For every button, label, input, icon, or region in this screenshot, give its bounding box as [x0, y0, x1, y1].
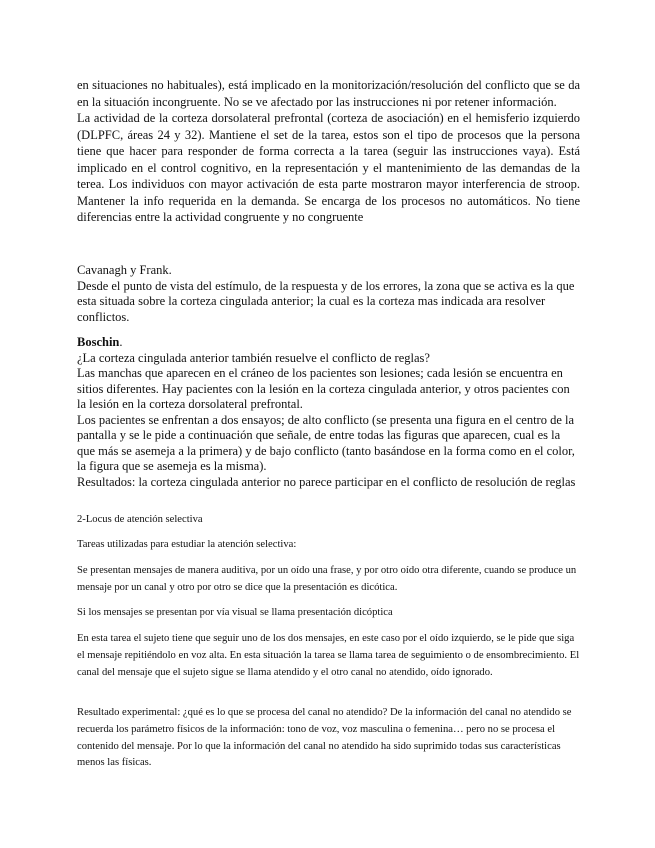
- experimental-result-block: [77, 705, 580, 772]
- section-title-selective-attention: [77, 512, 580, 529]
- tasks-intro: Tareas utilizadas para estudiar la atención selectiva:: [77, 539, 297, 550]
- tasks-intro-block: [77, 537, 580, 554]
- paragraph-acc-monitoring: en situaciones no habituales), está implicado en la monitorización/resolución del conflicto que se da en la situación incongruente. No se ve afectado por las instrucciones ni por retener información.: [77, 78, 580, 109]
- dichotic-paragraph: Se presentan mensajes de manera auditiva, por un oído una frase, y por otro oído otra diferente, cuando se produce un mensaje por un canal y otro por otro se dice que la presentación es dicótica.: [77, 565, 577, 593]
- dichoptic-block: [77, 605, 580, 622]
- section-boschin: [77, 335, 580, 490]
- boschin-trials: Los pacientes se enfrentan a dos ensayos; de alto conflicto (se presenta una figura en el centro de la pantalla y se le pide a continuación que señale, de entre todas las figuras que aparecen, cual es la que más se asemeja a la primera) y de bajo conflicto (tanto basándose en la forma como en el color, la figura que se asemeja es la misma).: [77, 412, 575, 473]
- cavanagh-heading: Cavanagh y Frank.: [77, 263, 172, 277]
- section-stroop-areas: [77, 77, 580, 226]
- section-title: 2-Locus de atención selectiva: [77, 514, 203, 525]
- shadowing-paragraph: En esta tarea el sujeto tiene que seguir uno de los dos mensajes, en este caso por el oído izquierdo, se le pide que siga el mensaje repitiéndolo en voz alta. En esta situación la tarea se llama tarea de seguimiento o de ensombrecimiento. El canal del mensaje que el sujeto sigue se llama atendido y el otro canal no atendido, oído ignorado.: [77, 633, 580, 678]
- dichoptic-paragraph: Si los mensajes se presentan por vía visual se llama presentación dicóptica: [77, 607, 393, 618]
- boschin-heading: [77, 335, 580, 351]
- cavanagh-body: Desde el punto de vista del estímulo, de la respuesta y de los errores, la zona que se activa es la que esta situada sobre la corteza cingulada anterior; la cual es la corteza mas indicada ara resolver conflictos.: [77, 278, 575, 324]
- boschin-heading-name: Boschin: [77, 335, 120, 349]
- boschin-heading-period: .: [119, 335, 123, 349]
- dichotic-block: [77, 563, 580, 597]
- boschin-results: Resultados: la corteza cingulada anterior no parece participar en el conflicto de resolución de reglas: [77, 474, 576, 489]
- experimental-result-paragraph: Resultado experimental: ¿qué es lo que se procesa del canal no atendido? De la información del canal no atendido se recuerda los parámetro físicos de la información: tono de voz, voz masculina o femenina… pero no se procesa el contenido del mensaje. Por lo que la información del canal no atendido ha sido suprimido todas sus características menos las físicas.: [77, 707, 572, 769]
- shadowing-block: [77, 631, 580, 681]
- boschin-lesions: Las manchas que aparecen en el cráneo de los pacientes son lesiones; cada lesión se encuentra en sitios diferentes. Hay pacientes con la lesión en la corteza cingulada anterior, y otros pacientes con la lesión en la corteza dorsolateral prefrontal.: [77, 366, 570, 411]
- boschin-question: ¿La corteza cingulada anterior también resuelve el conflicto de reglas?: [77, 350, 430, 365]
- paragraph-dlpfc: La actividad de la corteza dorsolateral prefrontal (corteza de asociación) en el hemisferio izquierdo (DLPFC, áreas 24 y 32). Mantiene el set de la tarea, estos son el tipo de procesos que la persona tiene que hacer para responder de forma correcta a la tarea (seguir las instrucciones vaya). Está implicado en el control cognitivo, en la representación y el mantenimiento de las demandas de la terea. Los individuos con mayor activación de esta parte mostraron mayor interferencia de stroop. Mantener la info requerida en la demanda. Se encarga de los procesos no automáticos. No tiene diferencias entre la actividad congruente y no congruente: [77, 111, 580, 224]
- section-cavanagh: [77, 263, 580, 325]
